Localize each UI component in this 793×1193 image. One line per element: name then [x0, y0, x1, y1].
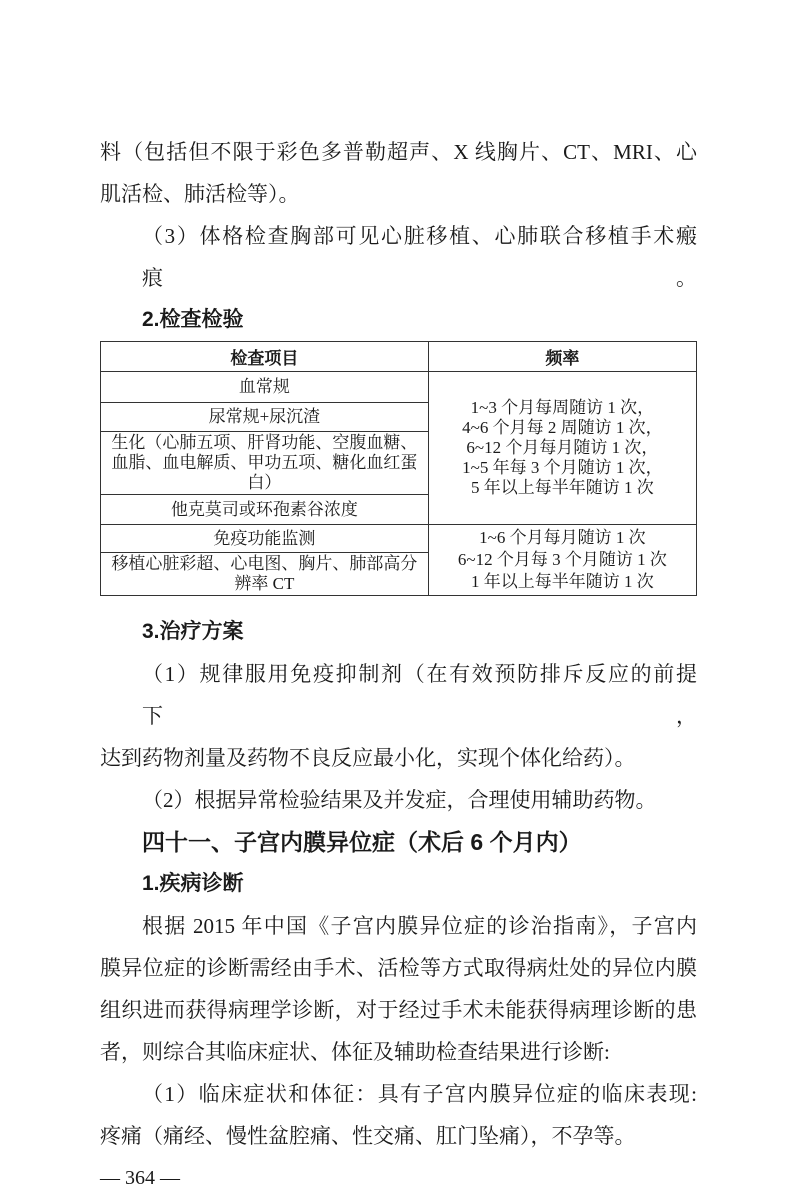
paragraph-continuation-line-2: 肌活检、肺活检等）。 [100, 182, 300, 206]
page-number: — 364 — [100, 1167, 180, 1189]
section-heading-endometriosis: 四十一、子宫内膜异位症（术后 6 个月内） [142, 829, 582, 855]
diagnosis-paragraph-line-1: 根据 2015 年中国《子宫内膜异位症的诊治指南》，子宫内 [142, 914, 697, 938]
diagnosis-paragraph-line-2: 膜异位症的诊断需经由手术、活检等方式取得病灶处的异位内膜 [100, 956, 697, 980]
exam-item-biochemistry: 生化（心肺五项、肝肾功能、空腹血糖、血脂、血电解质、甲功五项、糖化血红蛋白） [101, 432, 429, 495]
frequency-line: 5 年以上每半年随访 1 次 [471, 478, 654, 497]
treatment-item2: （2）根据异常检验结果及并发症，合理使用辅助药物。 [142, 788, 657, 812]
exam-item-urine: 尿常规+尿沉渣 [101, 403, 429, 432]
frequency-line: 1 年以上每半年随访 1 次 [471, 572, 654, 591]
frequency-group1-cell [428, 372, 696, 525]
paragraph-continuation-line-1: 料（包括但不限于彩色多普勒超声、X 线胸片、CT、MRI、心 [100, 140, 697, 164]
table-row [101, 372, 697, 403]
heading-disease-diagnosis: 1.疾病诊断 [142, 872, 244, 895]
exam-schedule-table [100, 341, 697, 596]
physical-exam-item: （3）体格检查胸部可见心脏移植、心肺联合移植手术瘢痕。 [142, 224, 697, 290]
treatment-item1-line-2: 达到药物剂量及药物不良反应最小化，实现个体化给药）。 [100, 746, 636, 770]
treatment-item1-line-1: （1）规律服用免疫抑制剂（在有效预防排斥反应的前提下， [142, 662, 697, 728]
exam-item-drug-concentration: 他克莫司或环孢素谷浓度 [101, 495, 429, 525]
column-header-frequency: 频率 [428, 342, 696, 372]
exam-item-imaging: 移植心脏彩超、心电图、胸片、肺部高分辨率 CT [101, 553, 429, 596]
exam-item-immune-monitoring: 免疫功能监测 [101, 525, 429, 553]
diagnosis-paragraph-line-4: 者，则综合其临床症状、体征及辅助检查结果进行诊断: [100, 1040, 610, 1064]
frequency-line: 1~5 年每 3 个月随访 1 次， [462, 458, 663, 477]
frequency-line: 1~3 个月每周随访 1 次， [470, 398, 655, 417]
frequency-line: 6~12 个月每月随访 1 次， [466, 438, 659, 457]
diagnosis-item1-line-2: 疼痛（痛经、慢性盆腔痛、性交痛、肛门坠痛），不孕等。 [100, 1124, 636, 1148]
frequency-line: 1~6 个月每月随访 1 次 [479, 528, 646, 547]
exam-item-blood-routine: 血常规 [101, 372, 429, 403]
diagnosis-paragraph-line-3: 组织进而获得病理学诊断，对于经过手术未能获得病理诊断的患 [100, 998, 697, 1022]
table-header-row [101, 342, 697, 372]
column-header-exam-item: 检查项目 [101, 342, 429, 372]
heading-treatment-plan: 3.治疗方案 [142, 620, 244, 643]
table-row [101, 525, 697, 553]
frequency-line: 6~12 个月每 3 个月随访 1 次 [457, 550, 667, 569]
frequency-group2-cell [428, 525, 696, 596]
diagnosis-item1-line-1: （1）临床症状和体征：具有子宫内膜异位症的临床表现: [142, 1082, 697, 1106]
frequency-line: 4~6 个月每 2 周随访 1 次， [462, 418, 663, 437]
heading-exam-tests: 2.检查检验 [142, 308, 244, 331]
